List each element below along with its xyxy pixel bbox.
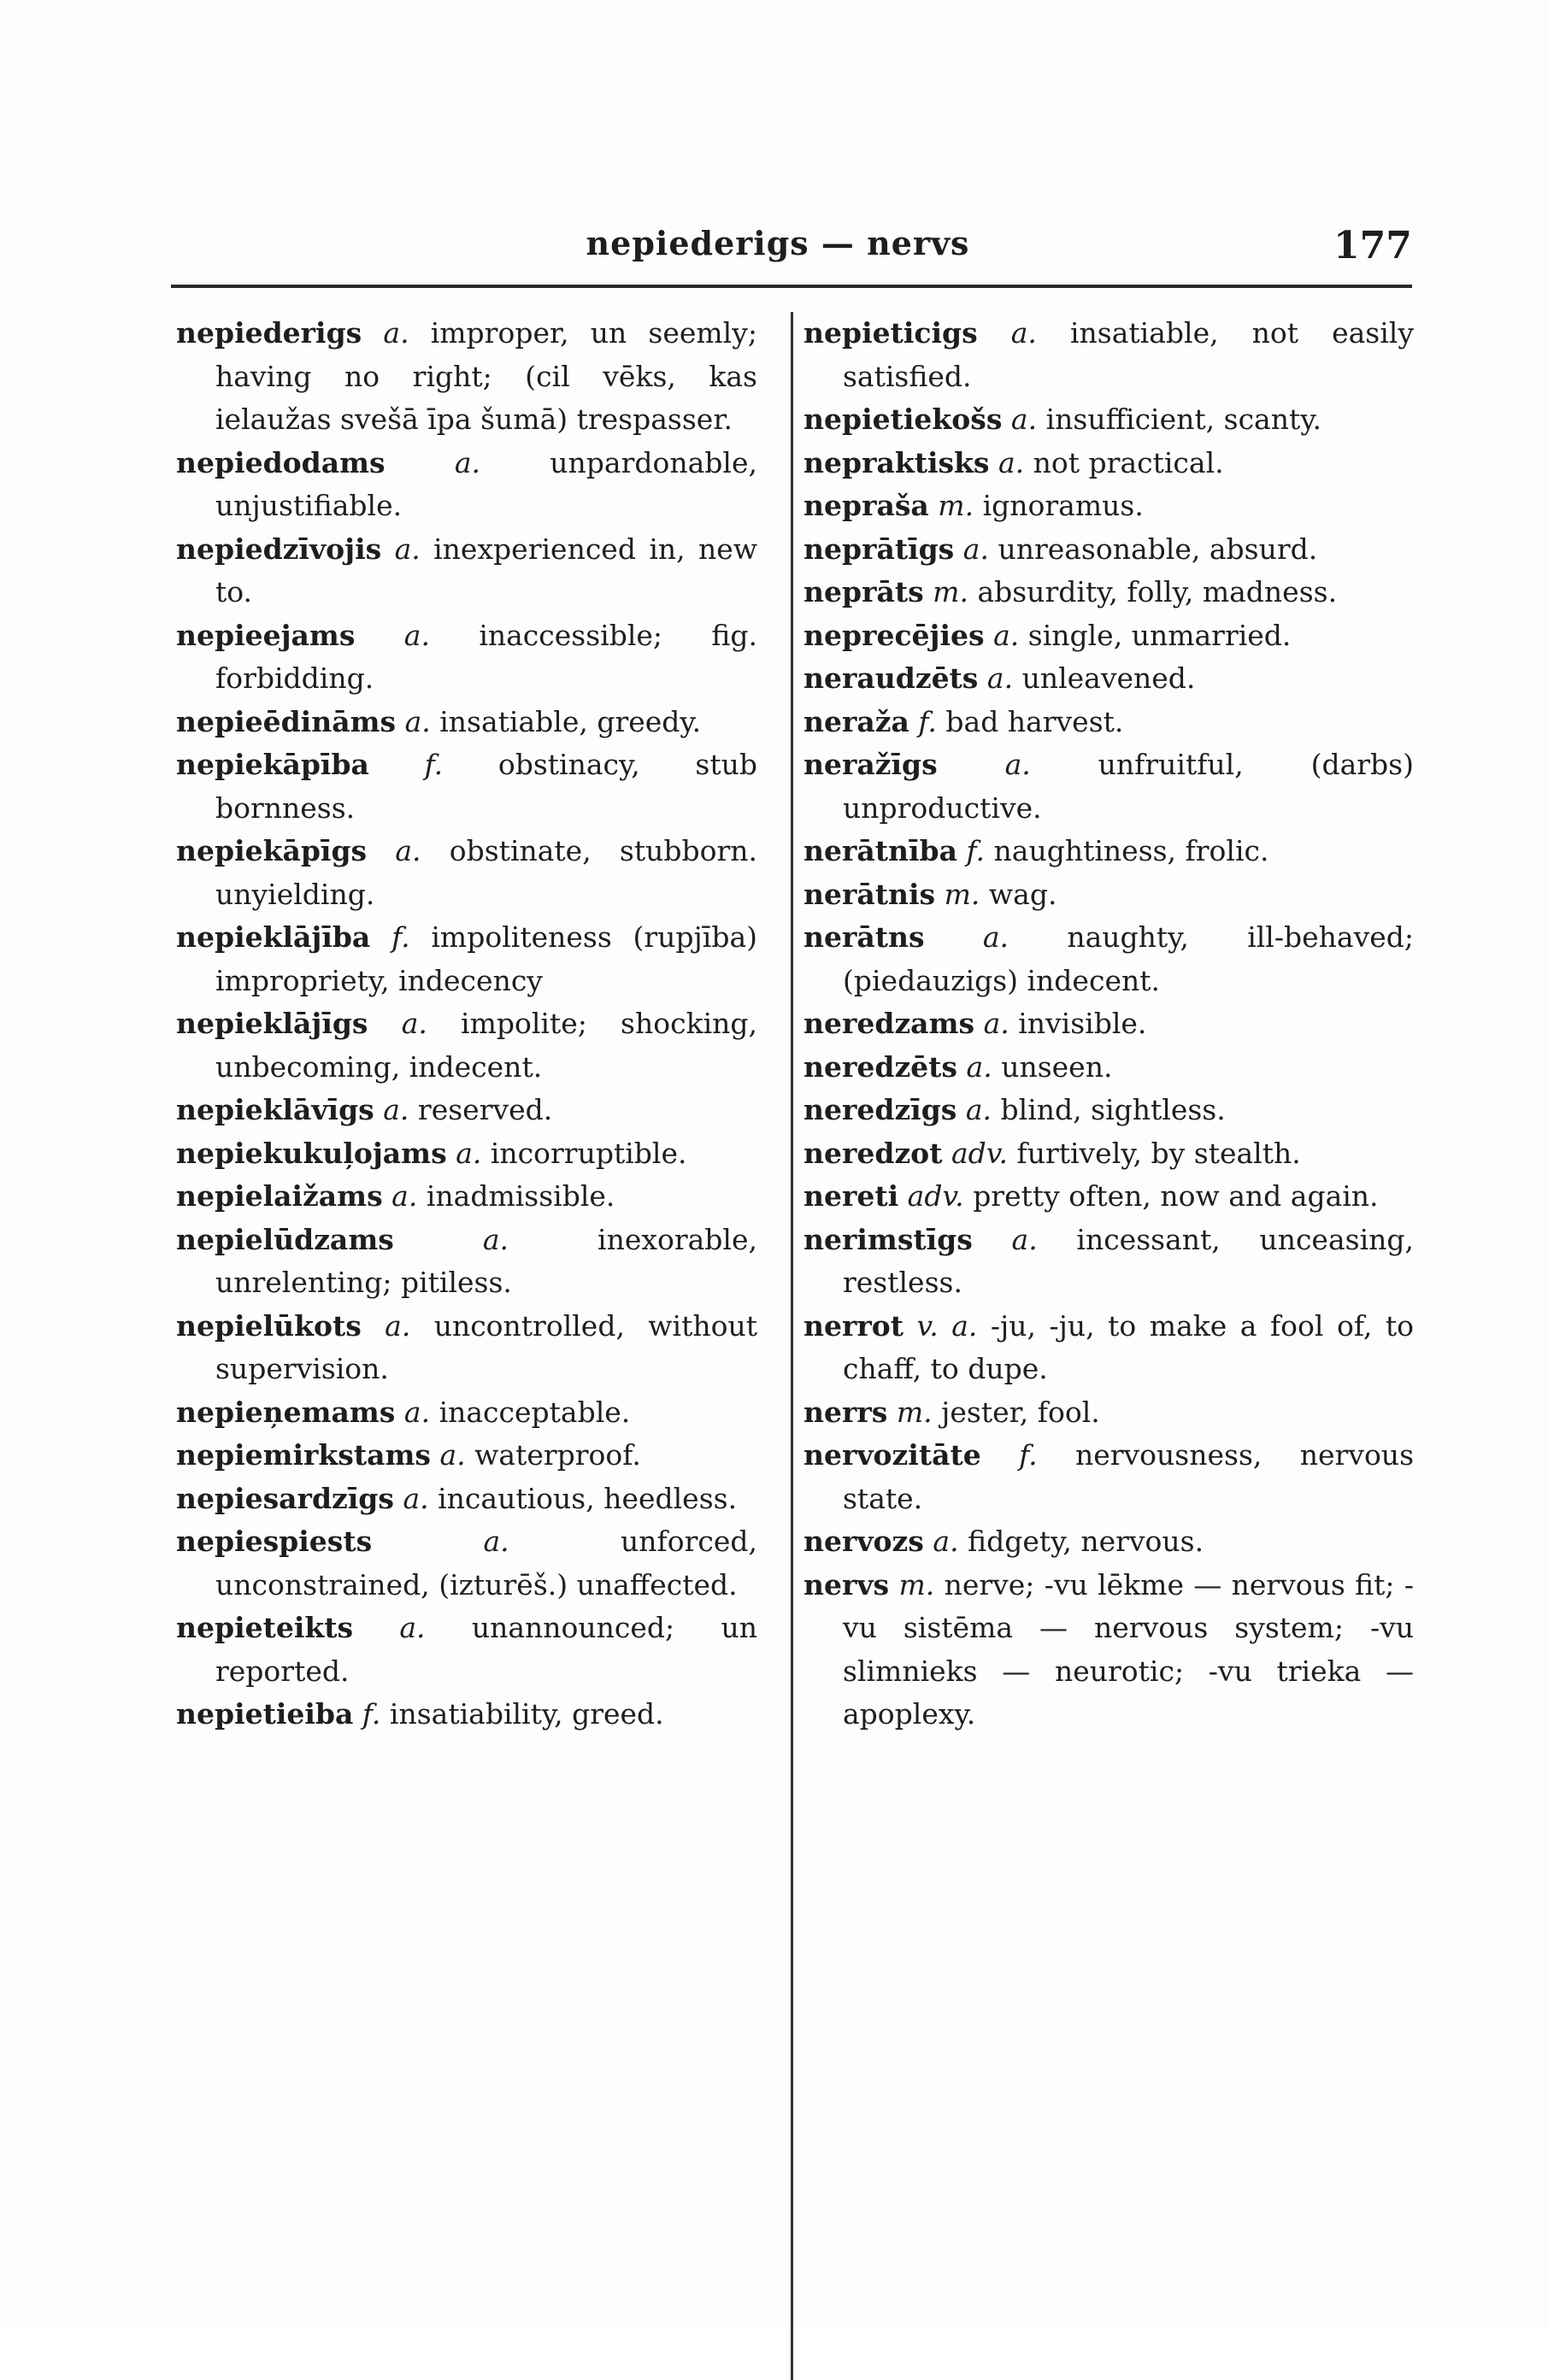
entry-headword: neredzot — [803, 1136, 943, 1170]
entry-headword: nepieēdināms — [176, 704, 397, 738]
entry-definition: inexperienced in, new to. — [215, 532, 758, 608]
column-divider — [791, 312, 793, 2380]
entry-headword: nepiemirkstams — [176, 1438, 431, 1472]
entry-headword: nepiederigs — [176, 316, 362, 350]
entry-definition: nervousness, nervous state. — [843, 1438, 1415, 1515]
entry-headword: nepieticigs — [803, 316, 978, 350]
dictionary-entry — [176, 1478, 757, 1521]
entry-definition: obstinate, stubborn. unyielding. — [215, 834, 758, 911]
dictionary-entry — [803, 312, 1414, 398]
entry-definition: obstinacy, stub bornness. — [215, 748, 757, 825]
dictionary-entry — [176, 1520, 757, 1607]
dictionary-entry — [803, 1434, 1414, 1520]
entry-headword: neredzams — [803, 1007, 975, 1040]
entry-grammar-label: a. — [403, 1395, 431, 1429]
dictionary-entry — [176, 1434, 757, 1478]
entry-headword: nepietieiba — [176, 1697, 354, 1731]
entry-grammar-label: v. a. — [916, 1308, 978, 1343]
dictionary-entry — [176, 830, 757, 916]
entry-headword: nerātnis — [803, 877, 936, 911]
dictionary-entry — [803, 398, 1414, 442]
dictionary-entry — [803, 701, 1414, 744]
entry-grammar-label: a. — [399, 1611, 426, 1644]
entry-grammar-label: f. — [391, 920, 410, 954]
entry-headword: nerаžīgs — [803, 748, 938, 781]
entry-definition: inexorable, unrelenting; pitiless. — [215, 1222, 757, 1299]
right-column — [803, 312, 1414, 1737]
entry-headword: nervozitāte — [803, 1438, 981, 1472]
entry-definition: incorruptible. — [490, 1136, 687, 1170]
entry-definition: insatiability, greed. — [389, 1697, 664, 1731]
entry-grammar-label: a. — [993, 618, 1020, 652]
dictionary-entry — [803, 1046, 1414, 1090]
entry-grammar-label: a. — [962, 532, 989, 566]
dictionary-entry — [803, 873, 1414, 917]
entry-grammar-label: adv. — [951, 1136, 1008, 1170]
entry-grammar-label: a. — [982, 920, 1009, 954]
entry-definition: wag. — [988, 877, 1057, 911]
entry-headword: nerrs — [803, 1395, 888, 1429]
dictionary-entry — [803, 1175, 1414, 1219]
running-head — [0, 224, 1548, 275]
dictionary-entry — [803, 657, 1414, 701]
entry-headword: nepietiekošs — [803, 403, 1003, 436]
entry-definition: inacceptable. — [439, 1395, 631, 1429]
entry-grammar-label: a. — [454, 445, 481, 479]
entry-grammar-label: a. — [385, 1308, 411, 1343]
entry-grammar-label: a. — [998, 445, 1025, 479]
entry-headword: nepieklāvīgs — [176, 1093, 374, 1126]
entry-headword: neraža — [803, 704, 909, 738]
entry-headword: nepiespiests — [176, 1525, 373, 1558]
entry-grammar-label: f. — [424, 748, 444, 781]
entry-headword: neraudzēts — [803, 661, 979, 695]
entry-headword: nerrot — [803, 1308, 904, 1343]
entry-grammar-label: m. — [944, 877, 980, 911]
entry-headword: nepiekukuļojams — [176, 1136, 447, 1170]
entry-grammar-label: m. — [898, 1567, 935, 1601]
entry-definition: incessant, unceasing, restless. — [843, 1222, 1414, 1299]
entry-definition: nerve; -vu lēkme — nervous fit; -vu sistēma — nervous system; -vu slimnieks — neurotic; -vu trieka — apoplexy. — [843, 1567, 1414, 1731]
dictionary-entry — [803, 571, 1414, 614]
entry-grammar-label: a. — [966, 1049, 992, 1084]
entry-definition: naughtiness, frolic. — [993, 834, 1269, 867]
dictionary-entry — [176, 1089, 757, 1132]
dictionary-entry — [803, 614, 1414, 658]
entry-grammar-label: a. — [483, 1525, 509, 1558]
dictionary-entry — [176, 528, 757, 614]
dictionary-entry — [176, 1175, 757, 1219]
entry-definition: unseen. — [1001, 1049, 1113, 1084]
entry-definition: bad harvest. — [945, 704, 1124, 738]
entry-definition: ignoramus. — [982, 489, 1144, 522]
entry-definition: blind, sightless. — [1000, 1093, 1226, 1126]
entry-grammar-label: a. — [1004, 748, 1031, 781]
entry-definition: absurdity, folly, madness. — [977, 575, 1338, 608]
entry-grammar-label: a. — [395, 834, 421, 867]
dictionary-entry — [176, 1219, 757, 1305]
entry-headword: nepiekāpīgs — [176, 834, 368, 867]
entry-definition: uncontrolled, without supervision. — [215, 1308, 757, 1385]
entry-definition: naughty, ill-behaved; (piedauzigs) indecent. — [843, 920, 1415, 997]
entry-headword: neprāts — [803, 575, 924, 608]
dictionary-entry — [176, 743, 757, 830]
entry-definition: single, unmarried. — [1027, 618, 1292, 652]
entry-grammar-label: f. — [362, 1697, 381, 1731]
dictionary-entry — [176, 1693, 757, 1737]
entry-grammar-label: a. — [965, 1093, 992, 1126]
entry-headword: neprašа — [803, 489, 929, 522]
entry-grammar-label: a. — [1011, 1222, 1038, 1256]
header-rule — [171, 285, 1412, 288]
entry-headword: nepieklājība — [176, 920, 371, 954]
dictionary-entry — [176, 312, 757, 442]
entry-headword: nepieejams — [176, 618, 356, 652]
entry-grammar-label: a. — [403, 618, 430, 652]
dictionary-entry — [803, 1520, 1414, 1564]
entry-headword: nepiekāpība — [176, 748, 369, 781]
entry-definition: jester, fool. — [941, 1395, 1100, 1429]
entry-grammar-label: a. — [1010, 403, 1038, 436]
entry-definition: unforced, unconstrained, (izturēš.) unaffected. — [215, 1525, 757, 1601]
dictionary-entry — [176, 1132, 757, 1176]
dictionary-entry — [176, 701, 757, 744]
entry-grammar-label: a. — [404, 704, 431, 738]
entry-headword: nervs — [803, 1567, 890, 1601]
entry-headword: nepielaižams — [176, 1179, 383, 1213]
entry-headword: nervozs — [803, 1525, 924, 1558]
entry-headword: nepieteikts — [176, 1611, 354, 1644]
dictionary-entry — [176, 916, 757, 1002]
entry-grammar-label: a. — [1010, 316, 1037, 350]
entry-headword: nepiedzīvojis — [176, 532, 382, 566]
dictionary-entry — [176, 1002, 757, 1089]
entry-definition: impolite; shocking, unbecoming, indecent. — [215, 1007, 757, 1084]
dictionary-entry — [803, 1002, 1414, 1046]
dictionary-entry — [803, 442, 1414, 485]
entry-headword: neredzīgs — [803, 1093, 957, 1126]
entry-headword: nepiedodams — [176, 445, 386, 479]
dictionary-entry — [176, 1305, 757, 1391]
entry-definition: fidgety, nervous. — [968, 1525, 1204, 1558]
dictionary-entry — [176, 614, 757, 701]
dictionary-entry — [803, 1564, 1414, 1737]
dictionary-entry — [803, 1132, 1414, 1176]
entry-headword: neprecējies — [803, 618, 985, 652]
running-head-title: nepiederigs — nervs — [586, 224, 970, 262]
entry-definition: pretty often, now and again. — [973, 1179, 1379, 1213]
entry-grammar-label: m. — [938, 489, 974, 522]
dictionary-entry — [803, 916, 1414, 1002]
entry-grammar-label: f. — [918, 704, 937, 738]
entry-grammar-label: m. — [933, 575, 968, 608]
entry-definition: insatiable, greedy. — [439, 704, 702, 738]
entry-grammar-label: a. — [401, 1007, 427, 1040]
entry-definition: unfruitful, (darbs) unproductive. — [843, 748, 1414, 825]
dictionary-entry — [803, 1305, 1414, 1391]
entry-grammar-label: a. — [482, 1222, 509, 1256]
entry-definition: waterproof. — [474, 1438, 641, 1472]
entry-headword: neredzēts — [803, 1049, 958, 1084]
entry-headword: nepieklājīgs — [176, 1007, 368, 1040]
dictionary-entry — [176, 1607, 757, 1693]
entry-grammar-label: a. — [403, 1481, 429, 1515]
entry-definition: incautious, heedless. — [438, 1481, 738, 1515]
entry-grammar-label: a. — [391, 1179, 418, 1213]
entry-grammar-label: f. — [1019, 1438, 1038, 1472]
entry-definition: unpardonable, unjustifiable. — [215, 445, 757, 522]
entry-definition: invisible. — [1018, 1007, 1147, 1040]
entry-headword: nepraktisks — [803, 445, 990, 479]
entry-headword: nepielūkots — [176, 1308, 362, 1343]
left-column — [176, 312, 757, 1737]
entry-headword: nerātns — [803, 920, 925, 954]
dictionary-entry — [803, 528, 1414, 572]
entry-definition: inadmissible. — [426, 1179, 615, 1213]
entry-definition: improper, un seemly; having no right; (cil vēks, kas ielaužas svešā īpa šumā) trespasser. — [215, 316, 757, 436]
entry-headword: nerimstīgs — [803, 1222, 973, 1256]
entry-headword: nepieņemams — [176, 1395, 396, 1429]
entry-grammar-label: a. — [986, 661, 1014, 695]
entry-definition: unannounced; un reported. — [215, 1611, 757, 1688]
entry-definition: unleavened. — [1021, 661, 1196, 695]
entry-definition: -ju, -ju, to make a fool of, to chaff, to dupe. — [843, 1308, 1414, 1385]
dictionary-entry — [803, 1089, 1414, 1132]
page-number: 177 — [1333, 224, 1412, 267]
entry-grammar-label: a. — [383, 1093, 409, 1126]
entry-definition: unreasonable, absurd. — [998, 532, 1318, 566]
dictionary-entry — [803, 1391, 1414, 1435]
entry-definition: inaccessible; fig. forbidding. — [215, 618, 758, 695]
entry-grammar-label: a. — [983, 1007, 1009, 1040]
dictionary-entry — [803, 743, 1414, 830]
entry-headword: nereti — [803, 1179, 899, 1213]
entry-definition: not practical. — [1033, 445, 1224, 479]
entry-grammar-label: adv. — [907, 1179, 964, 1213]
entry-grammar-label: a. — [933, 1525, 959, 1558]
entry-definition: insufficient, scanty. — [1045, 403, 1321, 436]
entry-headword: neprātīgs — [803, 532, 955, 566]
dictionary-entry — [176, 1391, 757, 1435]
entry-headword: nerātnība — [803, 834, 957, 867]
entry-definition: furtively, by stealth. — [1016, 1136, 1301, 1170]
dictionary-entry — [176, 442, 757, 528]
entry-grammar-label: a. — [439, 1438, 466, 1472]
entry-grammar-label: a. — [456, 1136, 482, 1170]
entry-grammar-label: a. — [394, 532, 421, 566]
entry-grammar-label: a. — [383, 316, 409, 350]
entry-headword: nepielūdzams — [176, 1222, 394, 1256]
entry-definition: insatiable, not easily satisfied. — [843, 316, 1414, 393]
dictionary-entry — [803, 485, 1414, 528]
entry-definition: reserved. — [417, 1093, 553, 1126]
entry-grammar-label: f. — [966, 834, 986, 867]
entry-headword: nepiesardzīgs — [176, 1481, 394, 1515]
dictionary-entry — [803, 1219, 1414, 1305]
entry-definition: impoliteness (rupjība) impropriety, indecency — [215, 920, 758, 997]
entry-grammar-label: m. — [896, 1395, 933, 1429]
dictionary-entry — [803, 830, 1414, 873]
